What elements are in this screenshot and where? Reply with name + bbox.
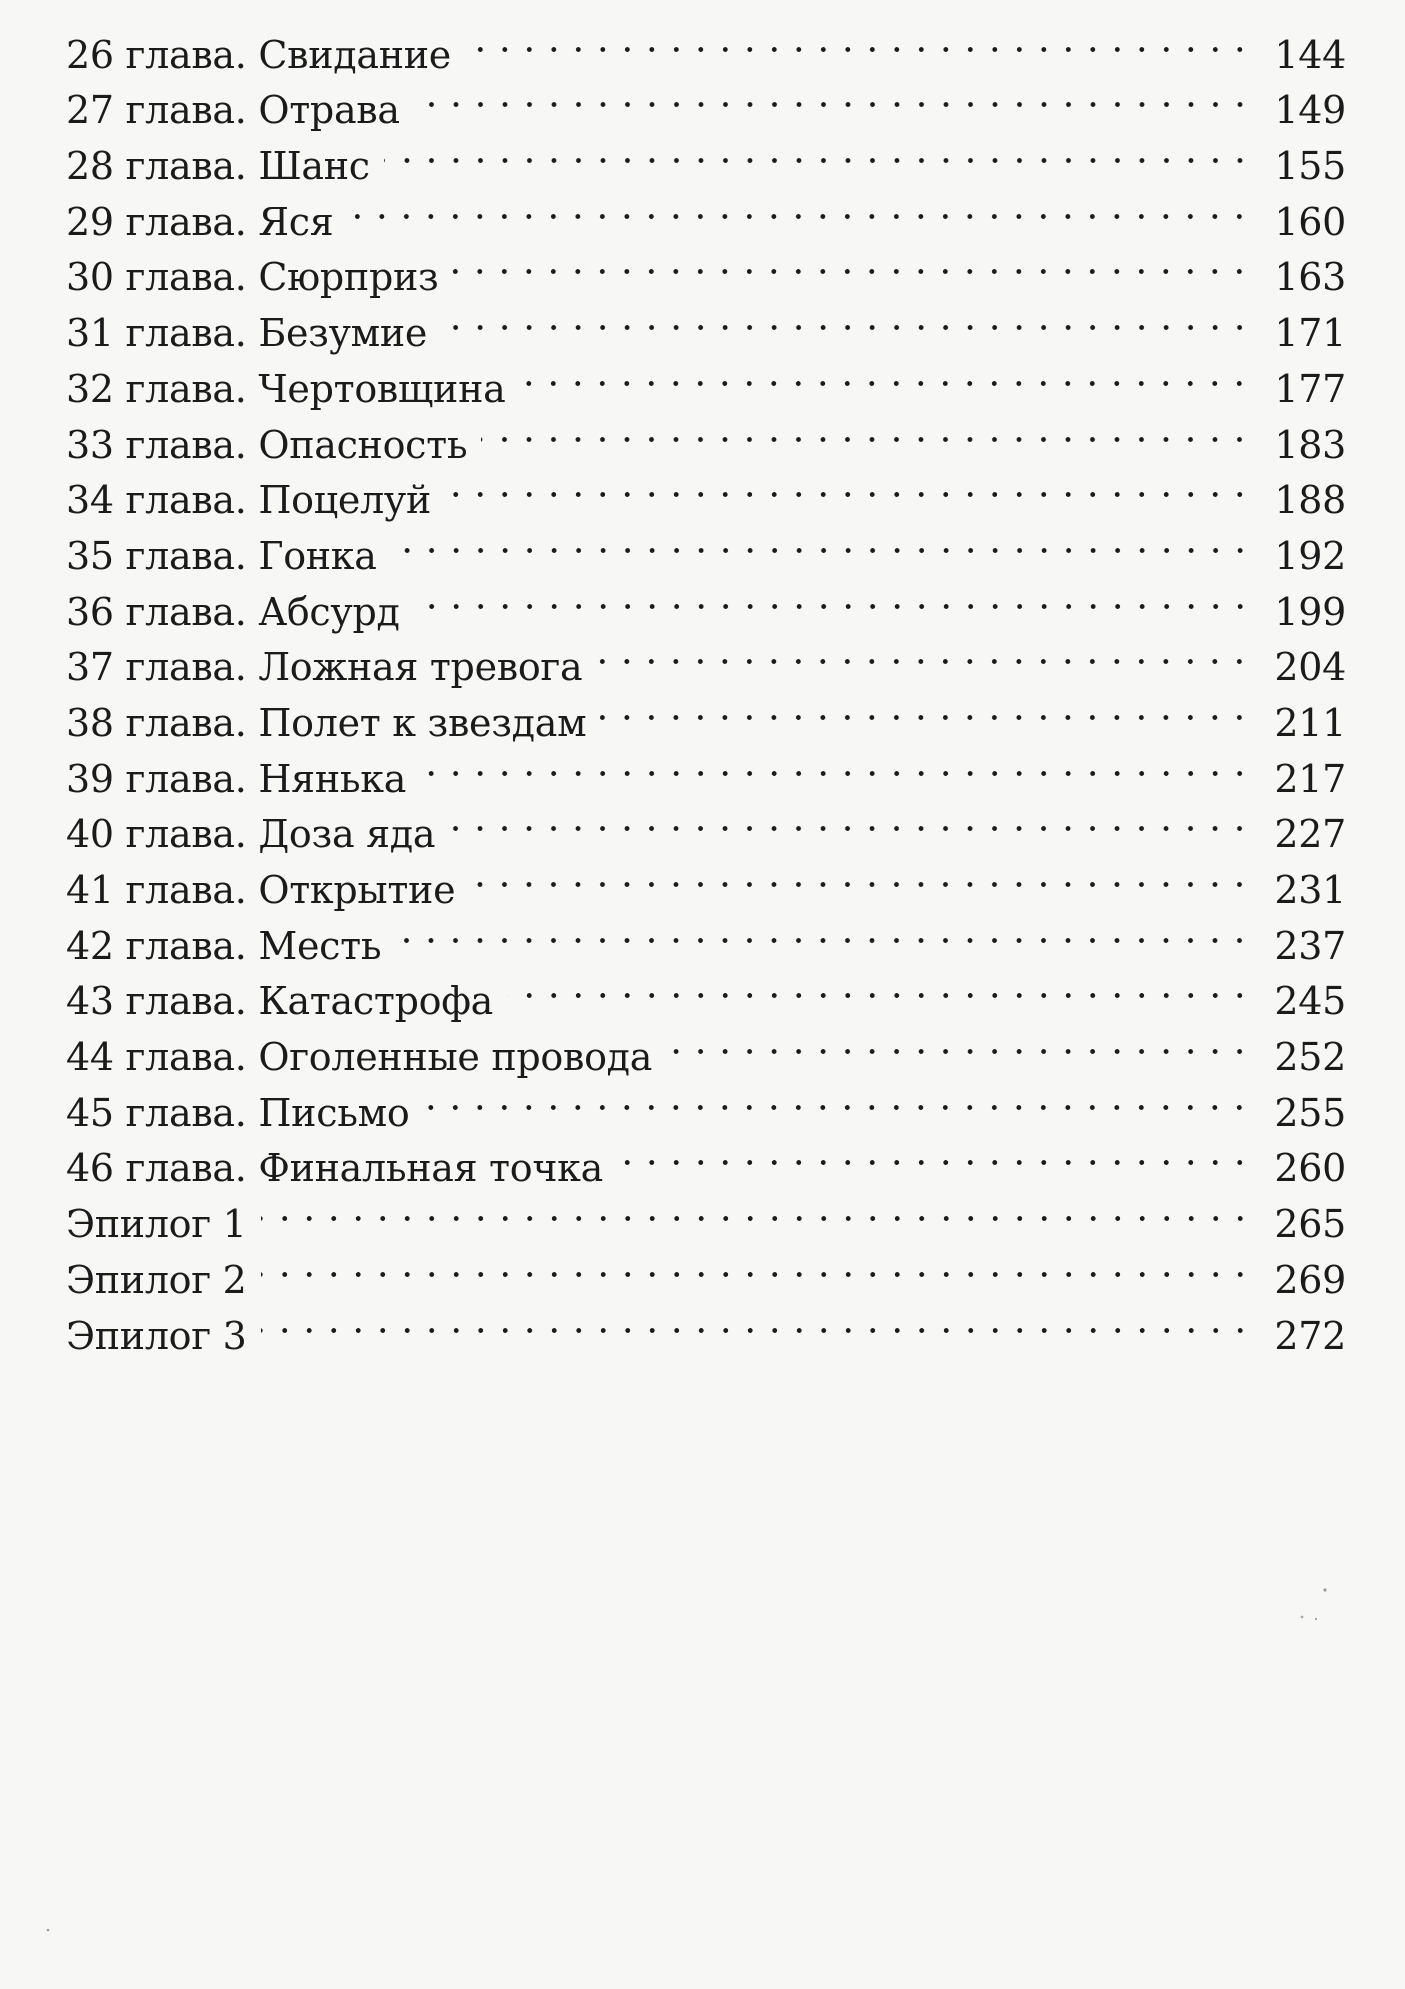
paper-speck [1315,1618,1317,1620]
dot-leader [519,346,1252,402]
toc-entry-page-number: 149 [1274,88,1346,133]
toc-entry-page-number: 204 [1274,645,1346,690]
toc-entry-page-number: 183 [1274,422,1346,467]
toc-entry-title: 33 глава. Опасность [66,422,468,467]
table-of-contents [66,12,1346,1358]
toc-entry-title: 30 глава. Сюрприз [66,255,439,300]
toc-entry [66,12,1346,77]
dot-leader [441,290,1252,346]
dot-leader [414,68,1252,124]
toc-entry-title: 29 глава. Яся [66,199,334,244]
toc-entry-title: 43 глава. Катастрофа [66,979,493,1024]
toc-entry-title: 32 глава. Чертовщина [66,366,506,411]
dot-leader [469,847,1252,903]
toc-entry-title: 40 глава. Доза яда [66,812,436,857]
dot-leader [347,179,1252,235]
toc-entry-title: Эпилог 3 [66,1313,247,1358]
toc-entry-title: 42 глава. Месть [66,923,382,968]
toc-entry-title: 45 глава. Письмо [66,1090,410,1135]
paper-speck [1323,1588,1326,1591]
toc-entry-title: 28 глава. Шанс [66,144,370,189]
dot-leader [600,680,1252,736]
dot-leader [507,959,1252,1015]
toc-entry-title: 36 глава. Абсурд [66,589,400,634]
toc-entry-page-number: 211 [1274,700,1346,745]
dot-leader [445,458,1252,514]
dot-leader [481,402,1252,458]
toc-entry-title: 39 глава. Нянька [66,756,407,801]
dot-leader [395,903,1252,959]
toc-entry-title: Эпилог 2 [66,1257,247,1302]
dot-leader [391,513,1252,569]
toc-entry-page-number: 272 [1274,1313,1346,1358]
dot-leader [423,1070,1252,1126]
toc-entry-page-number: 269 [1274,1257,1346,1302]
toc-entry-page-number: 237 [1274,923,1346,968]
toc-entry-page-number: 192 [1274,533,1346,578]
toc-entry-title: 26 глава. Свидание [66,32,451,77]
dot-leader [666,1014,1252,1070]
toc-entry-page-number: 171 [1274,311,1346,356]
dot-leader [449,792,1252,848]
toc-entry-page-number: 160 [1274,199,1346,244]
toc-entry-page-number: 217 [1274,756,1346,801]
toc-entry [66,1237,1346,1302]
toc-entry-page-number: 260 [1274,1146,1346,1191]
toc-entry-page-number: 231 [1274,868,1346,912]
toc-entry-page-number: 199 [1274,589,1346,634]
paper-speck [47,1929,50,1932]
toc-entry-page-number: 245 [1274,979,1346,1024]
dot-leader [414,569,1252,625]
toc-entry-page-number: 163 [1274,255,1346,300]
dot-leader [452,235,1252,291]
dot-leader [261,1181,1252,1237]
toc-entry-page-number: 255 [1274,1090,1346,1135]
toc-entry-page-number: 144 [1274,32,1346,77]
toc-entry-title: 44 глава. Оголенные провода [66,1035,653,1080]
toc-entry-title: 46 глава. Финальная точка [66,1146,603,1191]
dot-leader [261,1237,1252,1293]
toc-entry-title: 41 глава. Открытие [66,868,456,912]
toc-entry-title: 34 глава. Поцелуй [66,478,432,523]
toc-entry-title: 38 глава. Полет к звездам [66,700,587,745]
dot-leader [261,1293,1252,1349]
toc-entry-title: Эпилог 1 [66,1202,247,1247]
dot-leader [420,736,1252,792]
toc-entry-page-number: 155 [1274,144,1346,189]
toc-entry-title: 37 глава. Ложная тревога [66,645,583,690]
dot-leader [384,123,1252,179]
toc-entry-title: 35 глава. Гонка [66,533,377,578]
dot-leader [617,1126,1252,1182]
dot-leader [465,12,1252,68]
toc-entry-page-number: 252 [1274,1035,1346,1080]
toc-entry-page-number: 177 [1274,366,1346,411]
toc-entry-page-number: 265 [1274,1202,1346,1247]
paper-speck [1301,1616,1304,1619]
toc-entry-title: 27 глава. Отрава [66,88,400,133]
toc-entry-page-number: 188 [1274,478,1346,523]
toc-entry [66,1293,1346,1358]
toc-entry-page-number: 227 [1274,812,1346,857]
toc-entry-title: 31 глава. Безумие [66,311,428,356]
dot-leader [596,625,1252,681]
